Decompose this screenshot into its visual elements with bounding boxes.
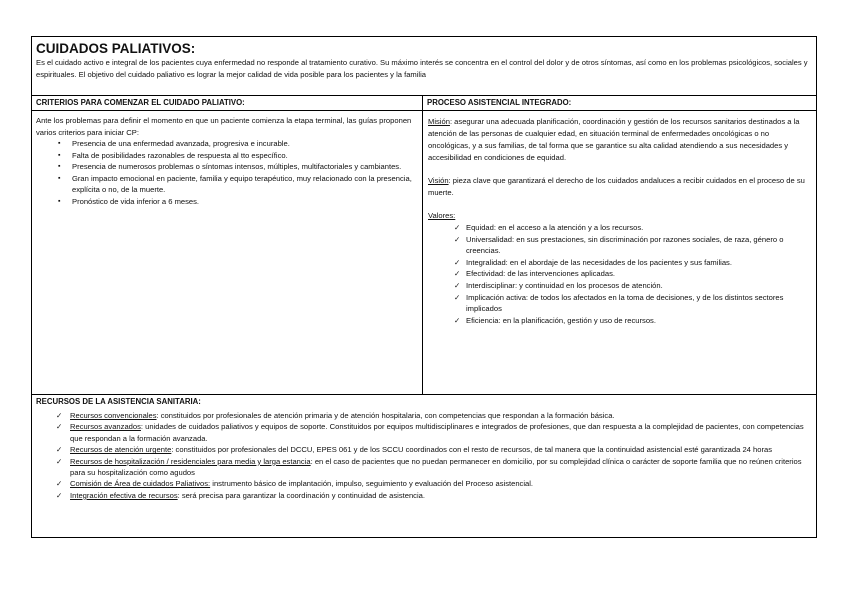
- list-item: ✓ Universalidad: en sus prestaciones, sin discriminación por razones sociales, de raza, género o creencias.: [454, 234, 784, 256]
- check-icon: ✓: [56, 490, 63, 500]
- list-item: ✓ Comisión de Área de cuidados Paliativos: instrumento básico de implantación, impulso, seguimiento y evaluación del Proceso asistencial.: [56, 479, 534, 489]
- criterios-intro: Ante los problemas para definir el momento en que un paciente comienza la etapa terminal, las guías proponen varios criterios para iniciar CP:: [36, 116, 412, 137]
- header-section: [32, 37, 816, 96]
- check-icon: ✓: [454, 269, 461, 279]
- list-item: ▪ Pronóstico de vida inferior a 6 meses.: [58, 196, 200, 206]
- check-icon: ✓: [454, 280, 461, 290]
- vision-label: Visión: [428, 176, 449, 185]
- check-icon: ✓: [454, 315, 461, 325]
- valores-list: [428, 222, 812, 326]
- list-item: ✓ Recursos de atención urgente: constituidos por profesionales del DCCU, EPES 061 y de los SCCU coordinados con el resto de recursos, de tal manera que la continuidad asistencial esté garantizada 24 horas: [56, 445, 772, 455]
- criterios-section: [32, 96, 423, 394]
- list-item: ✓ Recursos convencionales: constituidos por profesionales de atención primaria y de atención hospitalaria, con competencias que respondan a la formación básica.: [56, 411, 615, 420]
- check-icon: ✓: [454, 234, 461, 244]
- check-icon: ✓: [56, 479, 63, 489]
- list-item: ✓ Recursos avanzados: unidades de cuidados paliativos y equipos de soporte. Constituidos por equipos multidisciplinares e integrados de profesiones, que dan respuesta a la complejidad de pacientes, con competencias que respondan a la formación avanzada.: [56, 422, 804, 443]
- list-item: ✓ Interdisciplinar: y continuidad en los procesos de atención.: [454, 280, 663, 290]
- list-item: ✓ Implicación activa: de todos los afectados en la toma de decisiones, y de los distintos sectores implicados: [454, 292, 784, 314]
- mision-paragraph: [428, 116, 812, 164]
- proceso-title: PROCESO ASISTENCIAL INTEGRADO:: [423, 96, 816, 111]
- vision-paragraph: [428, 175, 812, 199]
- check-icon: ✓: [454, 223, 461, 232]
- intro-text: Es el cuidado activo e integral de los pacientes cuya enfermedad no responde al tratamiento curativo. Su máximo interés se concentra en el control del dolor y de otros síntomas, así como en los problemas psicológicos, sociales y espirituales. El objetivo del cuidado paliativo es lograr la mejor calidad de vida posible para los pacientes y la familia: [36, 58, 808, 79]
- recursos-section: [32, 394, 816, 537]
- check-icon: ✓: [56, 445, 63, 455]
- square-bullet-icon: ▪: [58, 140, 61, 147]
- proceso-section: [423, 96, 816, 394]
- criterios-list: [36, 138, 418, 207]
- list-item: ✓ Integralidad: en el abordaje de las necesidades de los pacientes y sus familias.: [454, 257, 732, 267]
- list-item: ▪ Presencia de numerosos problemas o síntomas intensos, múltiples, multifactoriales y cambiantes.: [58, 162, 402, 171]
- list-item: ▪ Falta de posibilidades razonables de respuesta al tto específico.: [58, 150, 288, 160]
- square-bullet-icon: ▪: [58, 197, 61, 205]
- list-item: ✓ Efectividad: de las intervenciones aplicadas.: [454, 269, 616, 279]
- square-bullet-icon: ▪: [58, 163, 61, 170]
- square-bullet-icon: ▪: [58, 151, 61, 159]
- list-item: ✓ Recursos de hospitalización / residenciales para media y larga estancia: en el caso de pacientes que no puedan permanecer en domicilio, por su complejidad clínica o carácter de soporte familia que no reúnen criterios para su hospitalización como agudos: [56, 456, 802, 478]
- mision-label: Misión: [428, 117, 450, 126]
- valores-label: Valores:: [428, 211, 456, 220]
- vision-text: : pieza clave que garantizará el derecho de los cuidados andaluces a recibir cuidados en el proceso de su muerte.: [428, 176, 805, 197]
- check-icon: ✓: [56, 422, 63, 432]
- criterios-title: CRITERIOS PARA COMENZAR EL CUIDADO PALIATIVO:: [32, 96, 422, 111]
- list-item: ✓ Equidad: en el acceso a la atención y a los recursos.: [454, 223, 644, 232]
- recursos-title: RECURSOS DE LA ASISTENCIA SANITARIA:: [36, 397, 201, 406]
- check-icon: ✓: [454, 292, 461, 302]
- list-item: ✓ Eficiencia: en la planificación, gestión y uso de recursos.: [454, 315, 656, 325]
- square-bullet-icon: ▪: [58, 174, 61, 182]
- list-item: ▪ Presencia de una enfermedad avanzada, progresiva e incurable.: [58, 139, 290, 148]
- page-title: CUIDADOS PALIATIVOS:: [36, 41, 196, 56]
- check-icon: ✓: [56, 411, 63, 420]
- list-item: ▪ Gran impacto emocional en paciente, familia y equipo terapéutico, muy relacionado con la presencia, explícita o no, de la muerte.: [58, 173, 412, 194]
- recursos-list: [32, 410, 816, 501]
- mision-text: : asegurar una adecuada planificación, coordinación y gestión de los recursos sanitarios destinados a la atención de las personas de cualquier edad, en situación terminal de enfermedades oncológicas o no oncológicas, y a sus familias, de tal forma que se garantice su alta calidad atendiendo a sus necesidades y accesibilidad en condiciones de equidad.: [428, 117, 800, 162]
- check-icon: ✓: [56, 456, 63, 466]
- document-frame: [31, 36, 817, 538]
- check-icon: ✓: [454, 257, 461, 267]
- list-item: ✓ Integración efectiva de recursos: será precisa para garantizar la coordinación y continuidad de asistencia.: [56, 490, 426, 500]
